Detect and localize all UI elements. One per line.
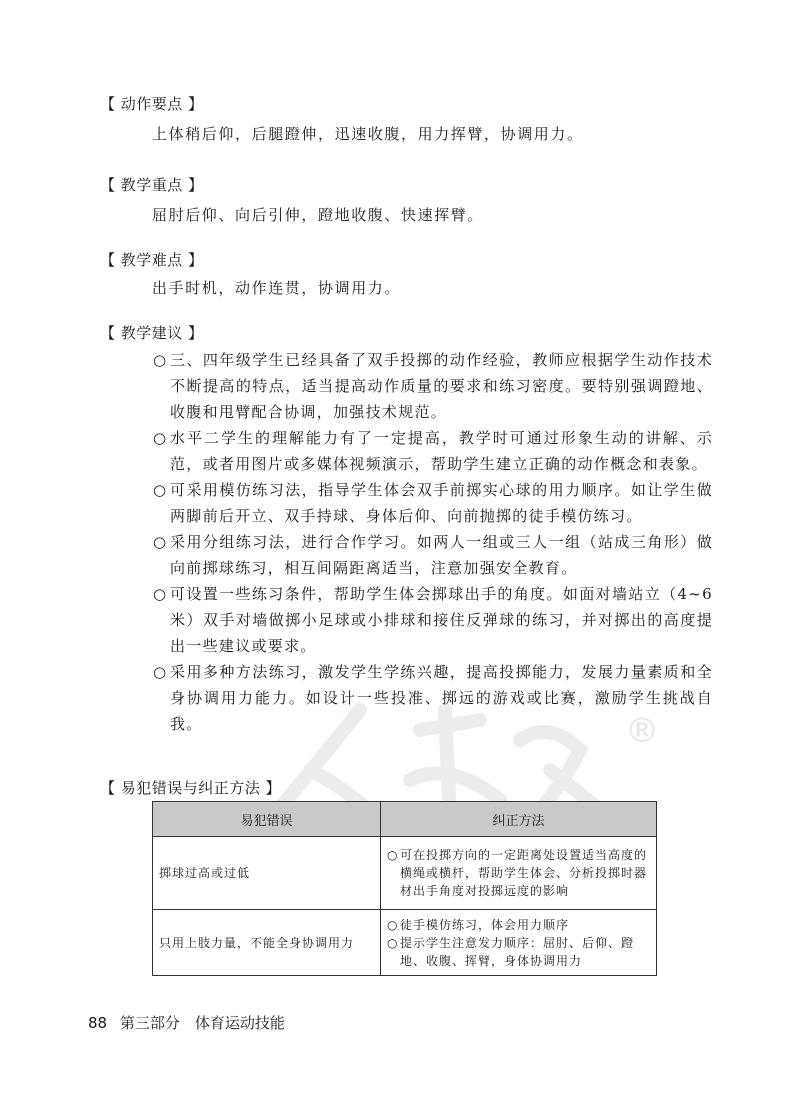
error-correction-table xyxy=(152,801,657,976)
suggestion-list xyxy=(153,347,713,737)
heading-action-points: 【 动作要点 】 xyxy=(100,95,204,113)
heading-teaching-difficulty: 【 教学难点 】 xyxy=(100,251,204,269)
circle-bullet-icon: ○ xyxy=(153,585,168,603)
table-row xyxy=(153,837,657,910)
error-cell: 掷球过高或过低 xyxy=(153,837,381,910)
circle-bullet-icon: ○ xyxy=(387,935,399,950)
heading-errors: 【 易犯错误与纠正方法 】 xyxy=(100,779,282,797)
svg-text:®: ® xyxy=(625,711,659,751)
circle-bullet-icon: ○ xyxy=(387,917,399,932)
page-footer xyxy=(88,1012,285,1033)
heading-teaching-suggestions: 【 教学建议 】 xyxy=(100,324,204,342)
correction-item: ○ 徒手模仿练习，体会用力顺序 xyxy=(387,917,570,932)
section-title: 第三部分 体育运动技能 xyxy=(119,1014,285,1032)
heading-teaching-focus: 【 教学重点 】 xyxy=(100,176,204,194)
action-points-text: 上体稍后仰，后腿蹬伸，迅速收腹，用力挥臂，协调用力。 xyxy=(152,125,584,143)
suggestion-item: ○ 可设置一些练习条件，帮助学生体会掷球出手的角度。如面对墙站立（4~6米）双手对墙做掷小足球或小排球和接住反弹球的练习，并对掷出的高度提出一些建议或要求。 xyxy=(153,581,713,659)
circle-bullet-icon: ○ xyxy=(153,533,168,551)
table-row xyxy=(153,910,657,976)
error-cell: 只用上肢力量，不能全身协调用力 xyxy=(153,910,381,976)
page-number: 88 xyxy=(88,1014,108,1032)
correction-cell xyxy=(381,910,657,976)
suggestion-item: ○ 采用多种方法练习，激发学生学练兴趣，提高投掷能力，发展力量素质和全身协调用力能力。如设计一些投准、掷远的游戏或比赛，激励学生挑战自我。 xyxy=(153,659,713,737)
column-header-correction: 纠正方法 xyxy=(381,802,657,837)
suggestion-item: ○ 可采用模仿练习法，指导学生体会双手前掷实心球的用力顺序。如让学生做两脚前后开立、双手持球、身体后仰、向前抛掷的徒手模仿练习。 xyxy=(153,477,713,529)
correction-cell xyxy=(381,837,657,910)
circle-bullet-icon: ○ xyxy=(153,429,168,447)
circle-bullet-icon: ○ xyxy=(153,481,168,499)
correction-item: ○ 可在投掷方向的一定距离处设置适当高度的横绳或横杆，帮助学生体会、分析投掷时器材出手角度对投掷远度的影响 xyxy=(387,848,648,898)
circle-bullet-icon: ○ xyxy=(387,848,399,862)
column-header-error: 易犯错误 xyxy=(153,802,381,837)
table-header-row xyxy=(153,802,657,837)
correction-item: ○ 提示学生注意发力顺序：屈肘、后仰、蹬地、收腹、挥臂，身体协调用力 xyxy=(387,935,635,968)
suggestion-item: ○ 三、四年级学生已经具备了双手投掷的动作经验，教师应根据学生动作技术不断提高的特点，适当提高动作质量的要求和练习密度。要特别强调蹬地、收腹和甩臂配合协调，加强技术规范。 xyxy=(153,347,713,425)
circle-bullet-icon: ○ xyxy=(153,663,168,681)
suggestion-item: ○ 采用分组练习法，进行合作学习。如两人一组或三人一组（站成三角形）做向前掷球练习，相互间隔距离适当，注意加强安全教育。 xyxy=(153,529,713,581)
circle-bullet-icon: ○ xyxy=(153,351,168,369)
teaching-focus-text: 屈肘后仰、向后引伸，蹬地收腹、快速挥臂。 xyxy=(152,206,485,224)
teaching-difficulty-text: 出手时机，动作连贯，协调用力。 xyxy=(152,279,402,297)
suggestion-item: ○ 水平二学生的理解能力有了一定提高，教学时可通过形象生动的讲解、示范，或者用图片或多媒体视频演示，帮助学生建立正确的动作概念和表象。 xyxy=(153,425,713,477)
